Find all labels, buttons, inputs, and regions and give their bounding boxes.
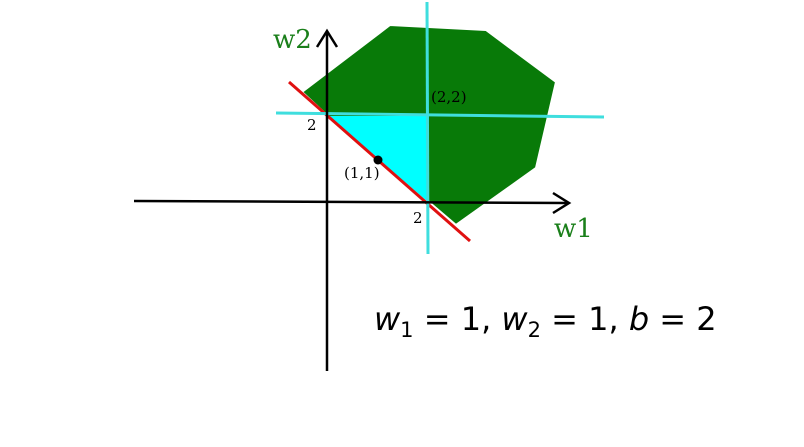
eq-w2-sub: 2 <box>527 318 541 342</box>
point-1-1-label: (1,1) <box>344 164 380 182</box>
x-axis-label: w1 <box>554 214 593 244</box>
eq-w1-rhs: = 1, <box>413 300 502 338</box>
cyan-vertical-line <box>427 2 428 254</box>
y-axis-label: w2 <box>273 25 312 55</box>
eq-w1-var: w <box>374 300 401 338</box>
eq-w1-sub: 1 <box>400 318 414 342</box>
eq-b-rhs: = 2 <box>649 300 717 338</box>
x-axis <box>134 201 568 203</box>
eq-w2-var: w <box>501 300 528 338</box>
cyan-horizontal-line <box>276 113 604 117</box>
y-tick-label: 2 <box>307 116 317 134</box>
equation <box>374 300 717 342</box>
x-tick-label: 2 <box>413 209 423 227</box>
point-2-2-label: (2,2) <box>431 88 467 106</box>
eq-b-var: b <box>628 300 650 338</box>
eq-w2-rhs: = 1, <box>540 300 629 338</box>
